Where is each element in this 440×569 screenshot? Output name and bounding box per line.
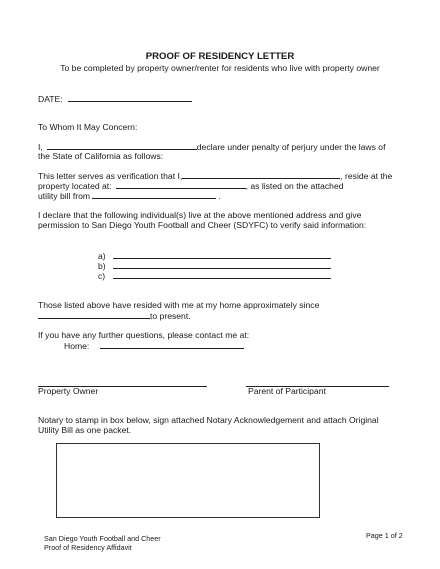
individual-c-field[interactable]: [113, 270, 331, 279]
resided-since-field[interactable]: [38, 310, 150, 319]
declare-suffix: declare under penalty of perjury under the laws of: [196, 142, 386, 152]
individual-b-field[interactable]: [113, 260, 331, 269]
individual-label: a): [98, 251, 106, 261]
resident-name-field[interactable]: [182, 170, 340, 179]
footer-doc: Proof of Residency Affidavit: [44, 543, 132, 552]
page-number: Page 1 of 2: [366, 531, 403, 540]
individuals-line2: permission to San Diego Youth Football and Cheer (SDYFC) to verify said information:: [38, 220, 367, 230]
individuals-line1: I declare that the following individual(s) live at the above mentioned address and give: [38, 210, 362, 220]
verification-suffix: , reside at the: [340, 171, 393, 181]
individual-a-field[interactable]: [113, 250, 331, 259]
resided-line1: Those listed above have resided with me at my home approximately since: [38, 300, 320, 310]
utility-label: utility bill from: [38, 191, 91, 201]
property-suffix: , as listed on the attached: [245, 181, 344, 191]
date-field[interactable]: [68, 93, 192, 102]
declare-line2: the State of California as follows:: [38, 151, 164, 161]
utility-suffix: .: [218, 191, 221, 201]
resided-suffix: to present.: [150, 311, 191, 321]
notary-line2: Utility Bill as one packet.: [38, 425, 132, 435]
home-row: [64, 340, 244, 351]
property-label: property located at:: [38, 181, 112, 191]
owner-signature-label: Property Owner: [38, 386, 99, 396]
home-phone-field[interactable]: [100, 340, 244, 349]
notary-line1: Notary to stamp in box below, sign attached Notary Acknowledgement and attach Original: [38, 415, 379, 425]
individual-label: b): [98, 261, 106, 271]
utility-bill-field[interactable]: [92, 190, 216, 199]
individual-row: [98, 270, 331, 281]
individual-label: c): [98, 271, 106, 281]
salutation: To Whom It May Concern:: [38, 122, 138, 132]
contact-line1: If you have any further questions, please contact me at:: [38, 330, 250, 340]
date-label: DATE:: [38, 94, 63, 104]
document-subtitle: To be completed by property owner/renter for residents who live with property owner: [60, 63, 380, 73]
verification-prefix: This letter serves as verification that I,: [38, 171, 183, 181]
declarant-name-field[interactable]: [47, 141, 197, 150]
notary-stamp-box[interactable]: [56, 443, 320, 518]
verification-row-3: [38, 190, 220, 201]
date-row: [38, 93, 192, 104]
home-label: Home:: [64, 341, 90, 351]
document-title: PROOF OF RESIDENCY LETTER: [145, 51, 295, 62]
parent-signature-label: Parent of Participant: [248, 386, 326, 396]
property-address-field[interactable]: [116, 180, 246, 189]
declare-prefix: I,: [38, 142, 43, 152]
footer-org: San Diego Youth Football and Cheer: [44, 534, 161, 543]
resided-row-2: [38, 310, 191, 321]
